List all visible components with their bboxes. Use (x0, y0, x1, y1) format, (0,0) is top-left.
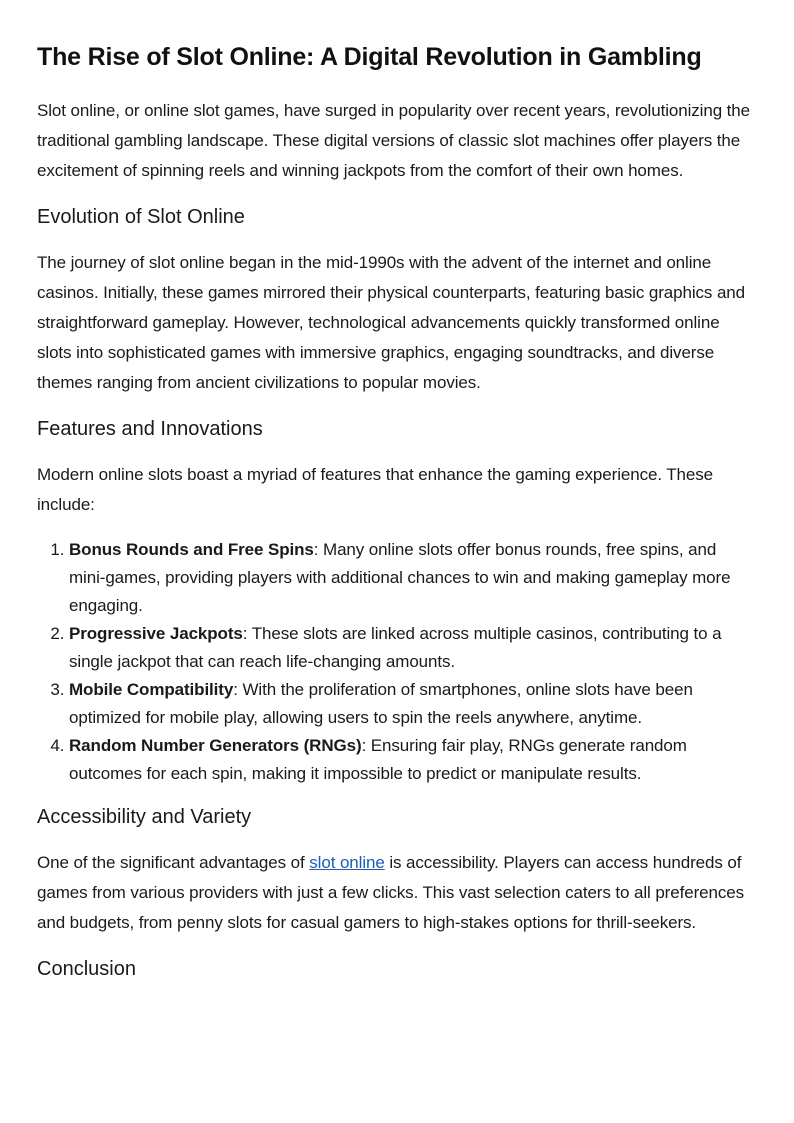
list-item (69, 536, 757, 620)
features-list (37, 536, 757, 788)
slot-online-link[interactable]: slot online (309, 853, 385, 872)
section-heading-features: Features and Innovations (37, 418, 263, 440)
list-item (69, 732, 757, 788)
page-title: The Rise of Slot Online: A Digital Revolution in Gambling (37, 43, 702, 71)
list-item-text: : These slots are linked across multiple casinos, contributing to a single jackpot that can reach life-changing amounts. (69, 624, 722, 671)
list-item (69, 620, 757, 676)
list-item-term: Bonus Rounds and Free Spins (69, 540, 314, 559)
list-item-text: : Ensuring fair play, RNGs generate random outcomes for each spin, making it impossible to predict or manipulate results. (69, 736, 687, 783)
section-heading-accessibility: Accessibility and Variety (37, 806, 252, 828)
accessibility-paragraph (37, 848, 757, 938)
list-item-text: : With the proliferation of smartphones, online slots have been optimized for mobile play, allowing users to spin the reels anywhere, anytime. (69, 680, 693, 727)
features-paragraph: Modern online slots boast a myriad of features that enhance the gaming experience. These include: (37, 465, 714, 514)
list-item-term: Random Number Generators (RNGs) (69, 736, 362, 755)
list-item (69, 676, 757, 732)
section-heading-conclusion: Conclusion (37, 958, 136, 980)
evolution-paragraph: The journey of slot online began in the mid-1990s with the advent of the internet and online casinos. Initially, these games mirrored their physical counterparts, featuring basic graphics and straightforward gameplay. However, technological advancements quickly transformed online slots into sophisticated games with immersive graphics, engaging soundtracks, and diverse themes ranging from ancient civilizations to popular movies. (37, 253, 746, 392)
section-heading-evolution: Evolution of Slot Online (37, 206, 245, 228)
list-item-text: : Many online slots offer bonus rounds, free spins, and mini-games, providing players with additional chances to win and making gameplay more engaging. (69, 540, 731, 615)
intro-paragraph: Slot online, or online slot games, have surged in popularity over recent years, revolutionizing the traditional gambling landscape. These digital versions of classic slot machines offer players the excitement of spinning reels and winning jackpots from the comfort of their own homes. (37, 101, 751, 180)
accessibility-text-after: is accessibility. Players can access hundreds of games from various providers with just a few clicks. This vast selection caters to all preferences and budgets, from penny slots for casual gamers to high-stakes options for thrill-seekers. (37, 853, 744, 932)
accessibility-text-before: One of the significant advantages of (37, 853, 310, 872)
list-item-term: Progressive Jackpots (69, 624, 243, 643)
list-item-term: Mobile Compatibility (69, 680, 234, 699)
